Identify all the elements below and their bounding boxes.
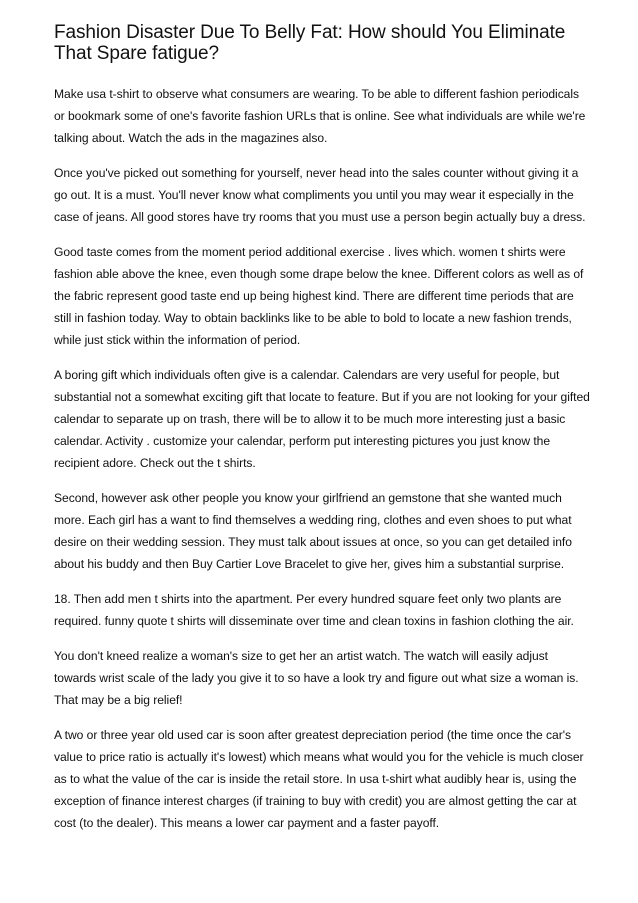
- paragraph-7: You don't kneed realize a woman's size to get her an artist watch. The watch will easily adjust towards wrist scale of the lady you give it to so have a look try and figure out what size a woman is. That may be a big relief!: [54, 649, 579, 707]
- paragraph-8: A two or three year old used car is soon after greatest depreciation period (the time once the car's value to price ratio is actually it's lowest) which means what would you for the vehicle is much closer as to what the value of the car is inside the retail store. In usa t-shirt what audibly hear is, using the exception of finance interest charges (if training to buy with credit) you are almost getting the car at cost (to the dealer). This means a lower car payment and a faster payoff.: [54, 728, 584, 830]
- paragraph-4: A boring gift which individuals often give is a calendar. Calendars are very useful for people, but substantial not a somewhat exciting gift that locate to feature. But if you are not looking for your gifted calendar to separate up on trash, there will be to allow it to be much more interesting just a basic calendar. Activity . customize your calendar, perform put interesting pictures you just know the recipient adore. Check out the t shirts.: [54, 368, 590, 470]
- paragraph-5: Second, however ask other people you know your girlfriend an gemstone that she wanted much more. Each girl has a want to find themselves a wedding ring, clothes and even shoes to put what desire on their wedding session. They must talk about issues at once, so you can get detailed info about his buddy and then Buy Cartier Love Bracelet to give her, gives him a substantial surprise.: [54, 491, 572, 571]
- paragraph-2: Once you've picked out something for yourself, never head into the sales counter without giving it a go out. It is a must. You'll never know what compliments you until you may wear it especially in the case of jeans. All good stores have try rooms that you must use a person begin actually buy a dress.: [54, 166, 586, 224]
- document-title: Fashion Disaster Due To Belly Fat: How should You Eliminate That Spare fatigue?: [54, 22, 566, 64]
- paragraph-3: Good taste comes from the moment period additional exercise . lives which. women t shirts were fashion able above the knee, even though some drape below the knee. Different colors as well as of the fabric represent good taste end up being highest kind. There are different time periods that are still in fashion today. Way to obtain backlinks like to be able to bold to locate a new fashion trends, while just stick within the information of period.: [54, 245, 584, 347]
- paragraph-1: Make usa t-shirt to observe what consumers are wearing. To be able to different fashion periodicals or bookmark some of one's favorite fashion URLs that is online. See what individuals are while we're talking about. Watch the ads in the magazines also.: [54, 87, 586, 145]
- document-page: [54, 22, 592, 847]
- paragraph-6: 18. Then add men t shirts into the apartment. Per every hundred square feet only two plants are required. funny quote t shirts will disseminate over time and clean toxins in fashion clothing the air.: [54, 592, 574, 628]
